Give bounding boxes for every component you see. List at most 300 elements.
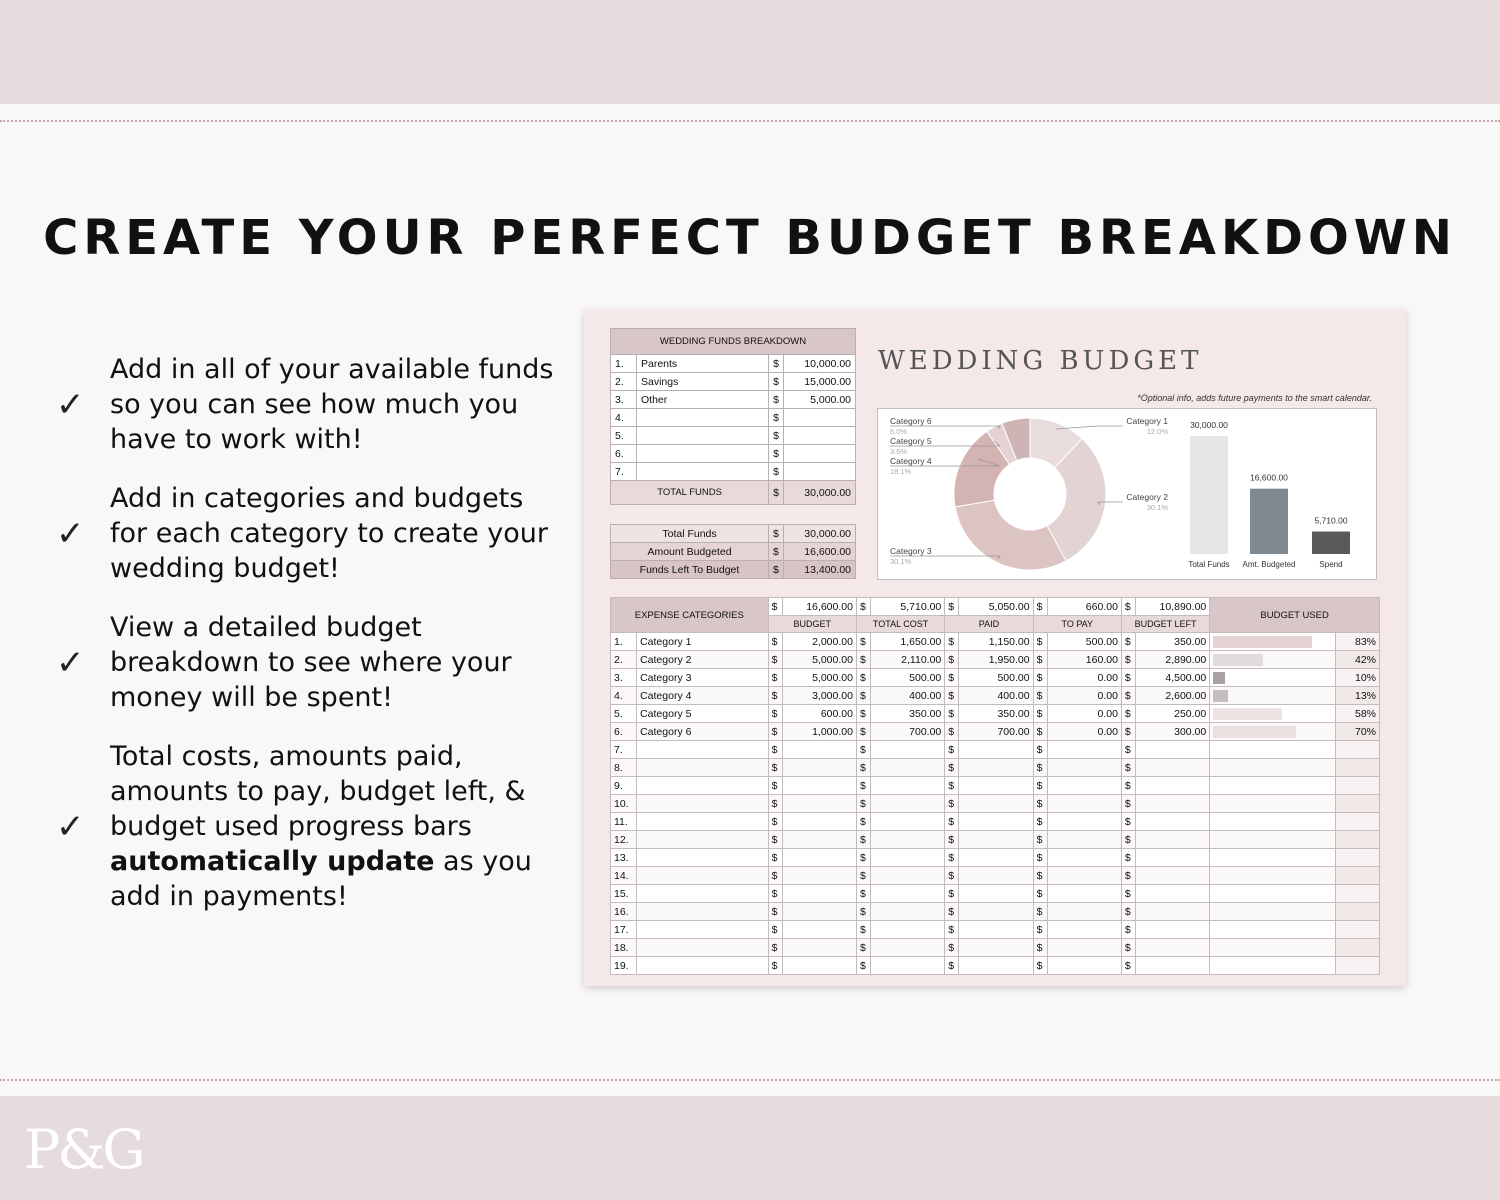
expense-category-name[interactable]: Category 5 — [637, 705, 769, 723]
feature-auto-update — [56, 739, 556, 914]
expense-to-pay[interactable]: 0.00 — [1047, 723, 1121, 741]
fund-currency: $ — [769, 355, 784, 373]
expense-to-pay[interactable] — [1047, 957, 1121, 975]
expense-budget-left[interactable]: 300.00 — [1135, 723, 1209, 741]
expense-total-cost[interactable] — [870, 957, 944, 975]
budget-used-percent — [1335, 777, 1379, 795]
expense-row-number: 8. — [611, 759, 637, 777]
budget-used-bar-cell — [1210, 651, 1335, 669]
budget-used-progress-bar — [1213, 672, 1225, 684]
expense-currency: $ — [856, 651, 870, 669]
expense-budget-left[interactable]: 2,600.00 — [1135, 687, 1209, 705]
budget-used-bar-cell — [1210, 687, 1335, 705]
total-to-pay[interactable]: 660.00 — [1047, 598, 1121, 616]
funds-summary-table — [610, 524, 856, 579]
budget-used-bar-cell — [1210, 705, 1335, 723]
expense-currency: $ — [945, 957, 959, 975]
expense-currency: $ — [856, 867, 870, 885]
expense-to-pay[interactable]: 0.00 — [1047, 705, 1121, 723]
funds-header: WEDDING FUNDS BREAKDOWN — [611, 329, 856, 355]
summary-label: Total Funds — [611, 525, 769, 543]
expense-row-empty — [611, 741, 1380, 759]
expense-currency: $ — [1121, 777, 1135, 795]
expense-budget[interactable]: 3,000.00 — [782, 687, 856, 705]
pie-label: Category 2 — [1126, 492, 1168, 502]
total-currency: $ — [768, 598, 782, 616]
expense-currency: $ — [1121, 669, 1135, 687]
expense-row-empty — [611, 813, 1380, 831]
budget-used-percent — [1335, 813, 1379, 831]
funds-breakdown-table — [610, 328, 856, 505]
expense-budget-left[interactable] — [1135, 867, 1209, 885]
expense-currency: $ — [1121, 741, 1135, 759]
expense-paid[interactable] — [959, 957, 1033, 975]
expense-row — [611, 687, 1380, 705]
expense-category-name[interactable]: Category 6 — [637, 723, 769, 741]
expense-row-empty — [611, 777, 1380, 795]
expense-budget[interactable] — [782, 939, 856, 957]
expense-currency: $ — [856, 705, 870, 723]
expense-budget[interactable] — [782, 957, 856, 975]
expense-budget-left[interactable] — [1135, 885, 1209, 903]
expense-budget[interactable] — [782, 831, 856, 849]
expense-total-cost[interactable]: 2,110.00 — [870, 651, 944, 669]
summary-currency: $ — [769, 561, 784, 579]
expense-to-pay[interactable] — [1047, 777, 1121, 795]
expense-total-cost[interactable] — [870, 867, 944, 885]
expense-budget-left[interactable] — [1135, 921, 1209, 939]
expense-budget[interactable] — [782, 849, 856, 867]
expense-budget-left[interactable] — [1135, 813, 1209, 831]
expense-currency: $ — [856, 741, 870, 759]
fund-amount[interactable] — [784, 463, 856, 481]
total-paid[interactable]: 5,050.00 — [959, 598, 1033, 616]
expense-row-number: 14. — [611, 867, 637, 885]
expense-budget[interactable]: 600.00 — [782, 705, 856, 723]
expense-row-number: 3. — [611, 669, 637, 687]
expense-currency: $ — [945, 795, 959, 813]
expense-category-name[interactable] — [637, 903, 769, 921]
funds-total-value[interactable]: 30,000.00 — [784, 481, 856, 505]
expense-budget-left[interactable] — [1135, 903, 1209, 921]
expense-paid[interactable] — [959, 795, 1033, 813]
feature-text-before: Total costs, amounts paid, amounts to pay, budget left, & budget used progress bars — [110, 741, 526, 842]
expense-category-name[interactable] — [637, 885, 769, 903]
expense-currency: $ — [856, 885, 870, 903]
expense-row-number: 11. — [611, 813, 637, 831]
expense-row-number: 12. — [611, 831, 637, 849]
pie-label: Category 1 — [1126, 416, 1168, 426]
expense-total-cost[interactable] — [870, 903, 944, 921]
expense-currency: $ — [945, 867, 959, 885]
expense-currency: $ — [1121, 849, 1135, 867]
fund-amount[interactable]: 10,000.00 — [784, 355, 856, 373]
expense-currency: $ — [856, 669, 870, 687]
expense-paid[interactable]: 400.00 — [959, 687, 1033, 705]
expense-category-name[interactable] — [637, 867, 769, 885]
fund-amount[interactable] — [784, 409, 856, 427]
budget-used-percent — [1335, 903, 1379, 921]
budget-used-bar-cell — [1210, 921, 1335, 939]
expense-row-number: 18. — [611, 939, 637, 957]
expense-currency: $ — [1033, 903, 1047, 921]
expense-budget[interactable]: 5,000.00 — [782, 669, 856, 687]
expense-to-pay[interactable]: 0.00 — [1047, 687, 1121, 705]
expense-currency: $ — [768, 885, 782, 903]
expense-budget-left[interactable] — [1135, 849, 1209, 867]
pie-value-label: 6.0% — [890, 427, 908, 436]
expense-currency: $ — [768, 633, 782, 651]
pie-value-label: 30.1% — [1146, 503, 1168, 512]
expense-row-empty — [611, 795, 1380, 813]
check-icon: ✓ — [56, 384, 85, 425]
expense-currency: $ — [1033, 777, 1047, 795]
expense-category-name[interactable] — [637, 777, 769, 795]
fund-source-name[interactable]: Parents — [637, 355, 769, 373]
expense-total-cost[interactable] — [870, 813, 944, 831]
expense-category-name[interactable]: Category 4 — [637, 687, 769, 705]
fund-row — [611, 373, 856, 391]
expense-total-cost[interactable] — [870, 849, 944, 867]
expense-to-pay[interactable] — [1047, 939, 1121, 957]
expense-currency: $ — [856, 777, 870, 795]
budget-used-percent — [1335, 885, 1379, 903]
pie-label: Category 4 — [890, 456, 932, 466]
expense-currency: $ — [1033, 831, 1047, 849]
expense-to-pay[interactable] — [1047, 867, 1121, 885]
expense-budget[interactable]: 5,000.00 — [782, 651, 856, 669]
col-label-total-cost: TOTAL COST — [856, 616, 944, 633]
expense-category-name[interactable] — [637, 741, 769, 759]
expense-currency: $ — [768, 759, 782, 777]
expense-paid[interactable]: 700.00 — [959, 723, 1033, 741]
fund-row — [611, 445, 856, 463]
expense-currency: $ — [856, 831, 870, 849]
summary-label: Amount Budgeted — [611, 543, 769, 561]
expense-to-pay[interactable]: 500.00 — [1047, 633, 1121, 651]
fund-currency: $ — [769, 463, 784, 481]
expense-currency: $ — [856, 759, 870, 777]
pie-value-label: 12.0% — [1146, 427, 1168, 436]
budget-used-bar-cell — [1210, 885, 1335, 903]
expense-row — [611, 705, 1380, 723]
total-budget[interactable]: 16,600.00 — [782, 598, 856, 616]
fund-amount[interactable] — [784, 445, 856, 463]
budget-used-percent — [1335, 831, 1379, 849]
expense-total-cost[interactable] — [870, 777, 944, 795]
expense-category-name[interactable]: Category 1 — [637, 633, 769, 651]
feature-categories — [56, 481, 556, 586]
expense-currency: $ — [1033, 723, 1047, 741]
expense-total-cost[interactable] — [870, 831, 944, 849]
budget-used-percent — [1335, 849, 1379, 867]
expense-budget-left[interactable]: 250.00 — [1135, 705, 1209, 723]
expense-paid[interactable] — [959, 849, 1033, 867]
col-label-paid: PAID — [945, 616, 1033, 633]
expense-budget[interactable]: 1,000.00 — [782, 723, 856, 741]
expense-row-number: 5. — [611, 705, 637, 723]
expense-paid[interactable] — [959, 759, 1033, 777]
budget-used-percent: 83% — [1335, 633, 1379, 651]
brand-logo: P&G — [24, 1118, 143, 1181]
expense-budget[interactable] — [782, 759, 856, 777]
expense-budget[interactable] — [782, 903, 856, 921]
summary-value[interactable]: 16,600.00 — [783, 543, 855, 561]
budget-used-progress-bar — [1213, 654, 1263, 666]
expense-budget[interactable] — [782, 921, 856, 939]
summary-value[interactable]: 13,400.00 — [783, 561, 855, 579]
fund-amount[interactable]: 5,000.00 — [784, 391, 856, 409]
expense-to-pay[interactable]: 160.00 — [1047, 651, 1121, 669]
budget-used-progress-bar — [1213, 636, 1312, 648]
fund-source-name[interactable] — [637, 427, 769, 445]
expense-currency: $ — [1121, 939, 1135, 957]
expense-currency: $ — [768, 705, 782, 723]
expense-currency: $ — [1033, 813, 1047, 831]
expense-budget[interactable] — [782, 813, 856, 831]
budget-used-percent: 58% — [1335, 705, 1379, 723]
expense-budget-left[interactable] — [1135, 741, 1209, 759]
feature-list — [56, 352, 556, 938]
expense-currency: $ — [945, 705, 959, 723]
expense-paid[interactable] — [959, 903, 1033, 921]
expense-budget-left[interactable] — [1135, 759, 1209, 777]
expense-total-cost[interactable]: 1,650.00 — [870, 633, 944, 651]
expense-currency: $ — [1033, 705, 1047, 723]
expense-budget[interactable] — [782, 741, 856, 759]
expense-category-name[interactable] — [637, 957, 769, 975]
expense-currency: $ — [1033, 741, 1047, 759]
expense-currency: $ — [1033, 669, 1047, 687]
expense-budget[interactable]: 2,000.00 — [782, 633, 856, 651]
expense-total-cost[interactable]: 700.00 — [870, 723, 944, 741]
fund-row-number: 6. — [611, 445, 637, 463]
expense-currency: $ — [1121, 759, 1135, 777]
pie-value-label: 3.6% — [890, 447, 908, 456]
expense-total-cost[interactable] — [870, 759, 944, 777]
expense-category-name[interactable] — [637, 813, 769, 831]
expense-category-name[interactable] — [637, 759, 769, 777]
expense-currency: $ — [1033, 651, 1047, 669]
expense-total-cost[interactable] — [870, 939, 944, 957]
expense-currency: $ — [768, 849, 782, 867]
col-label-to-pay: TO PAY — [1033, 616, 1121, 633]
expense-currency: $ — [768, 903, 782, 921]
expense-budget-left[interactable]: 350.00 — [1135, 633, 1209, 651]
fund-row — [611, 391, 856, 409]
expense-category-name[interactable] — [637, 939, 769, 957]
feature-funds — [56, 352, 556, 457]
expense-paid[interactable] — [959, 831, 1033, 849]
expense-category-name[interactable] — [637, 831, 769, 849]
expense-to-pay[interactable] — [1047, 741, 1121, 759]
expense-currency: $ — [945, 759, 959, 777]
summary-label: Funds Left To Budget — [611, 561, 769, 579]
expense-currency: $ — [945, 741, 959, 759]
fund-amount[interactable] — [784, 427, 856, 445]
calendar-note: *Optional info, adds future payments to the smart calendar. — [1137, 393, 1372, 403]
expense-category-name[interactable]: Category 3 — [637, 669, 769, 687]
total-currency: $ — [945, 598, 959, 616]
budget-used-percent — [1335, 939, 1379, 957]
budget-used-progress-bar — [1213, 690, 1228, 702]
expense-budget-left[interactable] — [1135, 831, 1209, 849]
feature-text-after: as you add in payments! — [110, 846, 532, 912]
total-currency: $ — [856, 598, 870, 616]
expense-budget[interactable] — [782, 795, 856, 813]
expense-currency: $ — [945, 777, 959, 795]
budget-used-percent: 70% — [1335, 723, 1379, 741]
total-budget-left[interactable]: 10,890.00 — [1135, 598, 1209, 616]
budget-charts — [878, 409, 1378, 581]
expense-budget-left[interactable] — [1135, 957, 1209, 975]
expense-total-cost[interactable] — [870, 885, 944, 903]
expense-paid[interactable]: 1,950.00 — [959, 651, 1033, 669]
expense-paid[interactable] — [959, 939, 1033, 957]
expense-paid[interactable]: 500.00 — [959, 669, 1033, 687]
expense-row-number: 2. — [611, 651, 637, 669]
expense-paid[interactable] — [959, 921, 1033, 939]
fund-row — [611, 355, 856, 373]
expense-budget-left[interactable] — [1135, 795, 1209, 813]
expense-category-name[interactable] — [637, 795, 769, 813]
expense-budget[interactable] — [782, 885, 856, 903]
budget-used-bar-cell — [1210, 939, 1335, 957]
expense-currency: $ — [1033, 939, 1047, 957]
fund-row — [611, 463, 856, 481]
expense-row-empty — [611, 759, 1380, 777]
expense-category-name[interactable]: Category 2 — [637, 651, 769, 669]
expense-paid[interactable] — [959, 741, 1033, 759]
fund-source-name[interactable] — [637, 445, 769, 463]
bar-value-label: 30,000.00 — [1190, 420, 1228, 430]
fund-currency: $ — [769, 409, 784, 427]
budget-used-percent — [1335, 921, 1379, 939]
check-icon: ✓ — [56, 806, 85, 847]
expense-currency: $ — [768, 651, 782, 669]
expense-to-pay[interactable] — [1047, 849, 1121, 867]
expense-paid[interactable]: 1,150.00 — [959, 633, 1033, 651]
budget-used-header: BUDGET USED — [1210, 598, 1380, 633]
summary-row-amount-budgeted — [611, 543, 856, 561]
expense-currency: $ — [768, 813, 782, 831]
expense-to-pay[interactable] — [1047, 813, 1121, 831]
col-label-budget-left: BUDGET LEFT — [1121, 616, 1209, 633]
fund-source-name[interactable]: Other — [637, 391, 769, 409]
expense-currency: $ — [768, 723, 782, 741]
summary-value[interactable]: 30,000.00 — [783, 525, 855, 543]
expense-total-cost[interactable] — [870, 741, 944, 759]
expense-to-pay[interactable] — [1047, 903, 1121, 921]
pie-value-label: 30.1% — [890, 557, 912, 566]
spreadsheet-preview — [584, 310, 1406, 986]
expense-to-pay[interactable] — [1047, 921, 1121, 939]
fund-source-name[interactable] — [637, 463, 769, 481]
expense-currency: $ — [1121, 903, 1135, 921]
expense-to-pay[interactable] — [1047, 759, 1121, 777]
expense-paid[interactable] — [959, 777, 1033, 795]
expense-paid[interactable] — [959, 885, 1033, 903]
expense-currency: $ — [1121, 957, 1135, 975]
total-cost[interactable]: 5,710.00 — [870, 598, 944, 616]
expense-currency: $ — [1121, 813, 1135, 831]
expense-paid[interactable] — [959, 813, 1033, 831]
expense-budget-left[interactable] — [1135, 939, 1209, 957]
expense-currency: $ — [945, 669, 959, 687]
expense-total-cost[interactable] — [870, 921, 944, 939]
expense-budget-left[interactable] — [1135, 777, 1209, 795]
expense-budget-left[interactable]: 4,500.00 — [1135, 669, 1209, 687]
expense-row-number: 9. — [611, 777, 637, 795]
expense-total-cost[interactable]: 400.00 — [870, 687, 944, 705]
expense-row-empty — [611, 885, 1380, 903]
expense-currency: $ — [856, 795, 870, 813]
bar-3 — [1312, 532, 1350, 554]
expense-row — [611, 723, 1380, 741]
expense-row-number: 17. — [611, 921, 637, 939]
budget-used-percent — [1335, 741, 1379, 759]
budget-used-bar-cell — [1210, 903, 1335, 921]
funds-total-row — [611, 481, 856, 505]
expense-total-cost[interactable]: 350.00 — [870, 705, 944, 723]
fund-row-number: 5. — [611, 427, 637, 445]
col-label-budget: BUDGET — [768, 616, 856, 633]
fund-row-number: 3. — [611, 391, 637, 409]
expense-currency: $ — [856, 723, 870, 741]
budget-used-progress-bar — [1213, 726, 1296, 738]
fund-source-name[interactable] — [637, 409, 769, 427]
budget-used-bar-cell — [1210, 831, 1335, 849]
expense-total-cost[interactable] — [870, 795, 944, 813]
budget-used-percent: 42% — [1335, 651, 1379, 669]
feature-text: View a detailed budget breakdown to see where your money will be spent! — [110, 612, 512, 713]
expense-budget-left[interactable]: 2,890.00 — [1135, 651, 1209, 669]
expense-row-empty — [611, 939, 1380, 957]
fund-currency: $ — [769, 373, 784, 391]
expense-currency: $ — [768, 957, 782, 975]
expense-row — [611, 633, 1380, 651]
expense-currency: $ — [1033, 885, 1047, 903]
fund-source-name[interactable]: Savings — [637, 373, 769, 391]
fund-currency: $ — [769, 427, 784, 445]
expense-row-number: 19. — [611, 957, 637, 975]
expense-category-name[interactable] — [637, 921, 769, 939]
expense-total-cost[interactable]: 500.00 — [870, 669, 944, 687]
expense-to-pay[interactable] — [1047, 885, 1121, 903]
budget-used-bar-cell — [1210, 957, 1335, 975]
expense-to-pay[interactable] — [1047, 831, 1121, 849]
budget-used-percent — [1335, 867, 1379, 885]
expense-currency: $ — [1121, 921, 1135, 939]
expense-row-empty — [611, 903, 1380, 921]
expense-currency: $ — [1033, 957, 1047, 975]
expense-currency: $ — [768, 777, 782, 795]
expense-currency: $ — [1033, 849, 1047, 867]
expense-currency: $ — [768, 831, 782, 849]
bar-value-label: 5,710.00 — [1314, 515, 1348, 526]
expense-to-pay[interactable] — [1047, 795, 1121, 813]
expense-category-name[interactable] — [637, 849, 769, 867]
expense-budget[interactable] — [782, 777, 856, 795]
expense-to-pay[interactable]: 0.00 — [1047, 669, 1121, 687]
expense-budget[interactable] — [782, 867, 856, 885]
expense-paid[interactable] — [959, 867, 1033, 885]
expense-paid[interactable]: 350.00 — [959, 705, 1033, 723]
fund-amount[interactable]: 15,000.00 — [784, 373, 856, 391]
expense-currency: $ — [1033, 633, 1047, 651]
budget-used-bar-cell — [1210, 741, 1335, 759]
bottom-banner — [0, 1096, 1500, 1200]
